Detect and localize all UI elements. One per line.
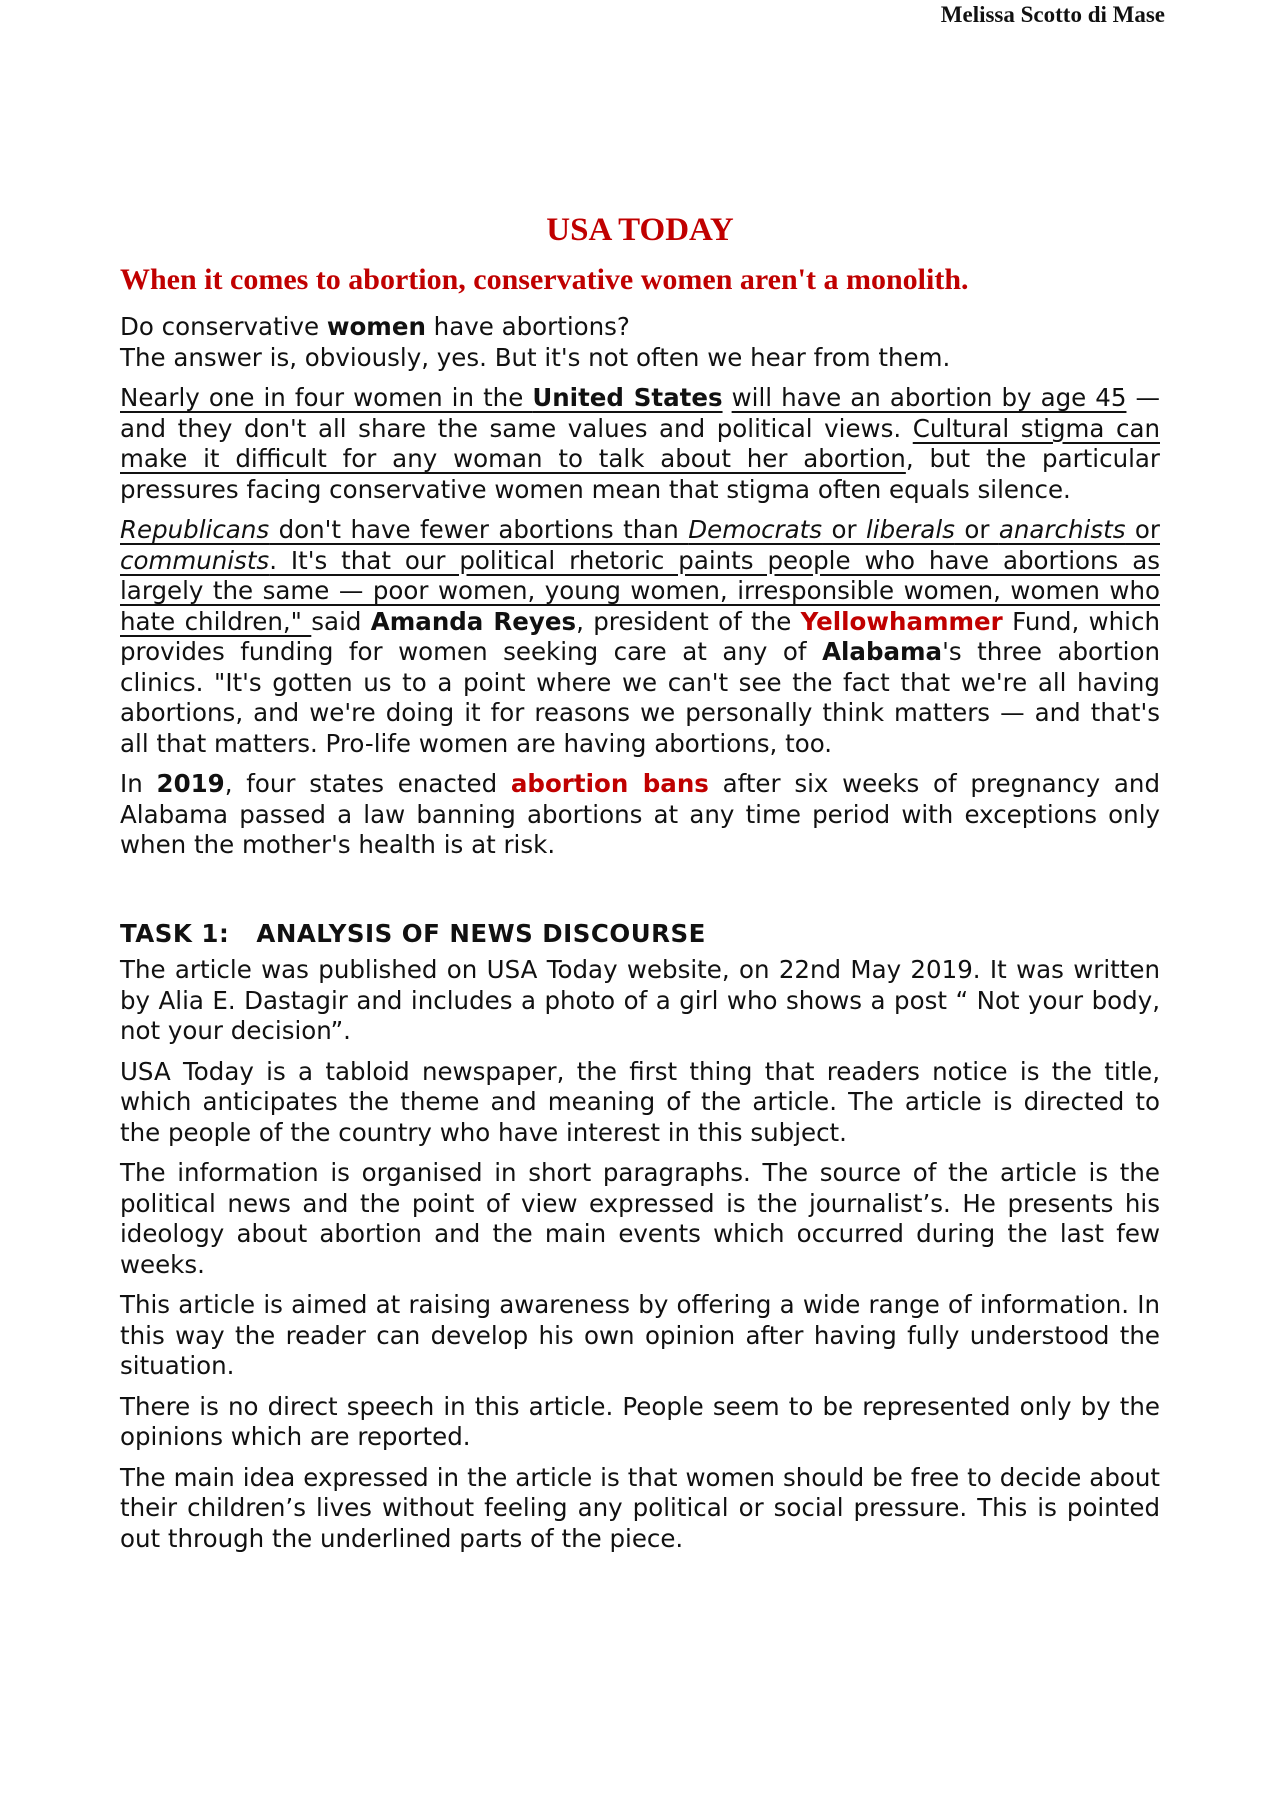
task-paragraph-2: USA Today is a tabloid newspaper, the first thing that readers notice is the title, which anticipates the theme and meaning of the article. The article is directed to the people of the country who have interest in this subject. [120,1056,1160,1147]
task-paragraph-4: This article is aimed at raising awareness by offering a wide range of information. In this way the reader can develop his own opinion after having fully understood the situation. [120,1290,1160,1380]
article-paragraph-3 [120,515,1160,759]
p3-red-yellowhammer: Yellowhammer [800,606,1003,636]
p4-text-a: In [120,769,157,798]
p2-bold-united-states: United States [532,383,723,412]
p4-red-abortion-bans: abortion bans [510,769,709,798]
p3-text-j: . It's that our political rhetoric paints people who have abortions as largely the same — poor women, young women, irresponsible women, women who hate children," [120,545,1160,636]
p1-bold-women: women [326,312,426,341]
task-paragraph-5: There is no direct speech in this article. People seem to be represented only by the opinions which are reported. [120,1391,1160,1451]
p3-text-f: or [954,515,999,544]
p3-bold-alabama: Alabama [822,637,943,666]
p1-text-d: The answer is, obviously, yes. But it's not often we hear from them. [120,342,951,372]
p3-text-q: 's three abortion clinics. "It's gotten us to a point where we can't see the fact that we're all having abortions, and we're doing it for reasons we personally think matters — and that's all that matters. Pro-life women are having abortions, too. [120,637,1160,758]
task-paragraph-3: The information is organised in short paragraphs. The source of the article is the political news and the point of view expressed is the journalist’s. He presents his ideology about abortion and the main events which occurred during the last few weeks. [120,1158,1160,1279]
p3-text-k: said [311,606,371,636]
p2-text-g: , but the particular pressures facing conservative women mean that stigma often equals silence. [120,444,1160,504]
p2-underlined-f: Cultural stigma can make it difficult for any woman to talk about her abortion [120,413,1160,473]
newspaper-masthead: USA TODAY [546,212,734,248]
section-gap [120,871,1160,919]
p2-text-e: — and they don't all share the same values and political views. [120,383,1161,443]
p2-space [723,383,732,412]
p4-text-c: , four states enacted [224,769,511,798]
p3-italic-communists: communists [120,545,270,575]
p4-text-e: after six weeks of pregnancy and Alabama passed a law banning abortions at any time period with exceptions only when the mother's health is at risk. [120,769,1160,859]
article-paragraph-4 [120,769,1160,861]
p1-text-a: Do conservative [120,312,327,341]
task-heading: TASK 1: ANALYSIS OF NEWS DISCOURSE [120,918,706,948]
p3-text-h: or [1125,515,1160,544]
p4-bold-2019: 2019 [156,769,225,798]
p3-text-d: or [822,515,866,544]
p3-italic-liberals: liberals [866,515,955,544]
author-name: Melissa Scotto di Mase [940,2,1165,27]
article-paragraph-2 [120,383,1160,505]
p2-underlined-d: will have an abortion by age 45 [731,383,1127,412]
p2-underlined-a: Nearly one in four women in the [120,383,533,412]
p3-text-b: don't have fewer abortions than [269,515,689,544]
p3-text-m: , president of the [576,606,801,636]
p3-bold-amanda-reyes: Amanda Reyes [370,606,577,636]
task-paragraph-1: The article was published on USA Today website, on 22nd May 2019. It was written by Alia E. Dastagir and includes a photo of a girl who shows a post “ Not your body, not your decision”. [120,955,1160,1045]
p3-text-o: Fund, which provides funding for women seeking care at any of [120,606,1160,666]
p3-italic-republicans: Republicans [120,515,270,544]
p1-text-c: have abortions? [425,312,630,341]
p3-italic-anarchists: anarchists [998,515,1126,544]
p3-italic-democrats: Democrats [688,515,823,544]
document-body [120,208,1160,1564]
task-paragraph-6: The main idea expressed in the article is that women should be free to decide about their children’s lives without feeling any political or social pressure. This is pointed out through the underlined parts of the piece. [120,1462,1160,1553]
article-paragraph-1 [120,312,1160,373]
article-headline: When it comes to abortion, conservative women aren't a monolith. [120,263,969,296]
